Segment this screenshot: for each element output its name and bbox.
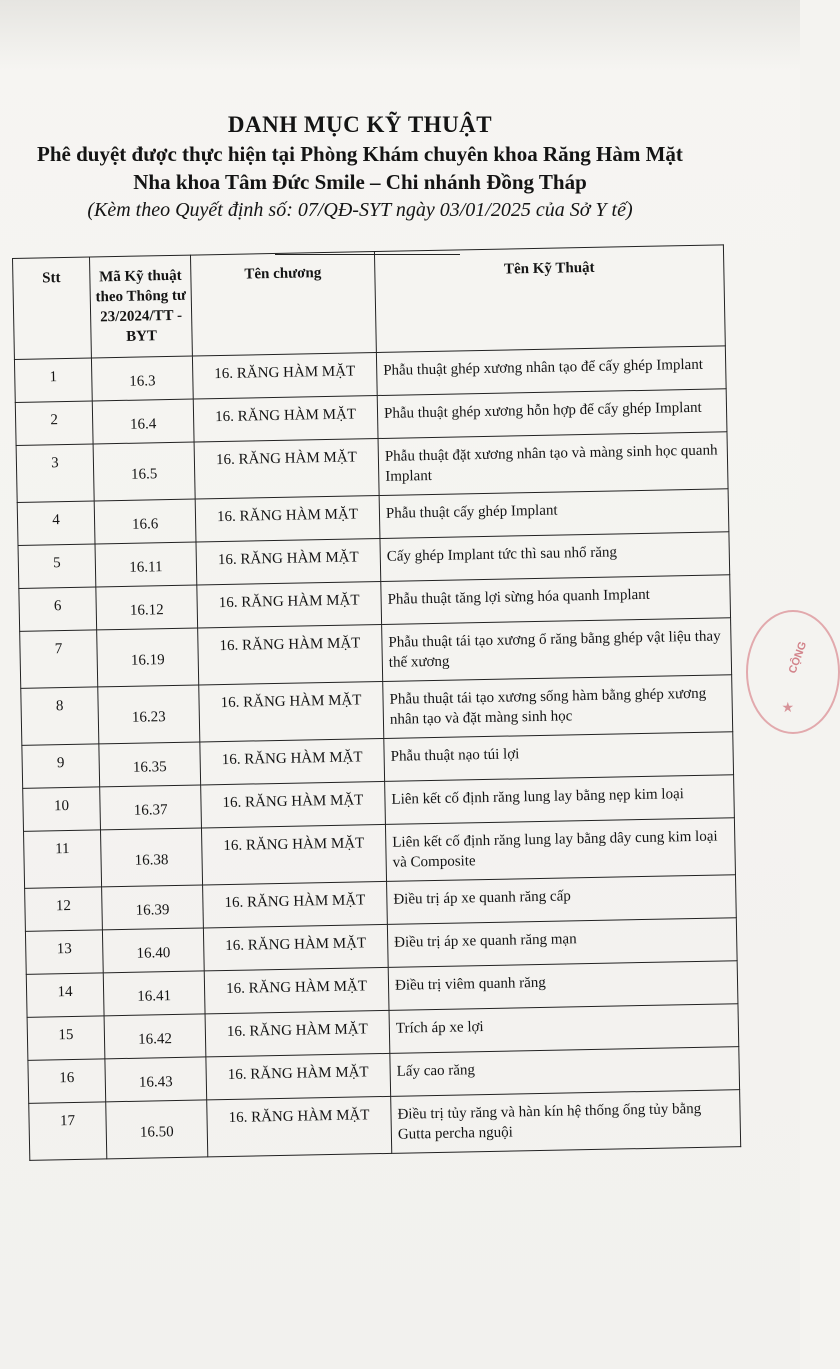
row-chapter: 16. RĂNG HÀM MẶT	[205, 1010, 390, 1057]
row-stt: 12	[25, 887, 103, 931]
row-technique-name: Phẫu thuật tái tạo xương ổ răng bằng ghép vật liệu thay thế xương	[382, 618, 732, 682]
row-code: 16.3	[91, 356, 193, 401]
row-chapter: 16. RĂNG HÀM MẶT	[195, 495, 380, 542]
row-stt: 3	[16, 444, 94, 502]
row-code: 16.37	[100, 785, 202, 830]
row-technique-name: Cấy ghép Implant tức thì sau nhổ răng	[380, 532, 730, 582]
row-stt: 8	[21, 687, 99, 745]
row-stt: 4	[17, 501, 95, 545]
approval-line: Phê duyệt được thực hiện tại Phòng Khám chuyên khoa Răng Hàm Mặt	[37, 142, 683, 166]
row-chapter: 16. RĂNG HÀM MẶT	[199, 681, 384, 742]
row-stt: 16	[28, 1059, 106, 1103]
stamp-text: CỘNG	[786, 640, 810, 676]
row-code: 16.43	[105, 1057, 207, 1102]
row-stt: 17	[29, 1102, 107, 1160]
row-code: 16.41	[103, 971, 205, 1016]
row-code: 16.12	[96, 585, 198, 630]
table-header-row	[13, 245, 726, 360]
row-stt: 7	[20, 630, 98, 688]
row-stt: 9	[22, 744, 100, 788]
row-technique-name: Liên kết cố định răng lung lay bằng nẹp kim loại	[385, 775, 735, 825]
row-stt: 10	[23, 787, 101, 831]
row-code: 16.42	[104, 1014, 206, 1059]
row-chapter: 16. RĂNG HÀM MẶT	[203, 881, 388, 928]
header-chapter: Tên chương	[190, 252, 376, 357]
row-technique-name: Phẫu thuật cấy ghép Implant	[379, 489, 729, 539]
row-code: 16.35	[99, 742, 201, 787]
row-code: 16.4	[92, 399, 194, 444]
row-chapter: 16. RĂNG HÀM MẶT	[200, 738, 385, 785]
header-stt: Stt	[13, 257, 92, 359]
header-technique-name: Tên Kỹ Thuật	[374, 245, 725, 353]
row-technique-name: Phẫu thuật đặt xương nhân tạo và màng sinh học quanh Implant	[378, 432, 728, 496]
row-chapter: 16. RĂNG HÀM MẶT	[194, 439, 379, 500]
row-technique-name: Điều trị tủy răng và hàn kín hệ thống ống tủy bằng Gutta percha nguội	[391, 1090, 741, 1154]
row-technique-name: Điều trị áp xe quanh răng cấp	[387, 875, 737, 925]
row-code: 16.50	[106, 1100, 208, 1159]
row-technique-name: Liên kết cố định răng lung lay bằng dây cung kim loại và Composite	[385, 818, 735, 882]
row-technique-name: Phẫu thuật ghép xương nhân tạo để cấy ghép Implant	[376, 346, 726, 396]
scan-shadow	[0, 0, 800, 70]
row-code: 16.39	[102, 885, 204, 930]
row-chapter: 16. RĂNG HÀM MẶT	[193, 396, 378, 443]
table-row	[29, 1090, 741, 1161]
row-chapter: 16. RĂNG HÀM MẶT	[201, 781, 386, 828]
row-stt: 11	[24, 830, 102, 888]
row-code: 16.19	[97, 628, 199, 687]
row-code: 16.38	[100, 828, 202, 887]
row-chapter: 16. RĂNG HÀM MẶT	[206, 1053, 391, 1100]
row-technique-name: Phẫu thuật nạo túi lợi	[384, 732, 734, 782]
row-technique-name: Trích áp xe lợi	[389, 1004, 739, 1054]
row-technique-name: Phẫu thuật tái tạo xương sống hàm bằng ghép xương nhân tạo và đặt màng sinh học	[383, 675, 733, 739]
row-chapter: 16. RĂNG HÀM MẶT	[198, 624, 383, 685]
row-code: 16.6	[94, 499, 196, 544]
row-technique-name: Phẫu thuật ghép xương hỗn hợp để cấy ghép Implant	[377, 389, 727, 439]
row-technique-name: Lấy cao răng	[390, 1047, 740, 1097]
technique-table	[12, 244, 741, 1161]
decision-reference: (Kèm theo Quyết định số: 07/QĐ-SYT ngày 03/01/2025 của Sở Y tế)	[87, 199, 633, 221]
row-chapter: 16. RĂNG HÀM MẶT	[203, 924, 388, 971]
row-code: 16.23	[98, 685, 200, 744]
row-technique-name: Phẫu thuật tăng lợi sừng hóa quanh Implant	[381, 575, 731, 625]
row-stt: 5	[18, 544, 96, 588]
row-chapter: 16. RĂNG HÀM MẶT	[201, 824, 386, 885]
row-code: 16.5	[93, 442, 195, 501]
row-chapter: 16. RĂNG HÀM MẶT	[197, 581, 382, 628]
row-chapter: 16. RĂNG HÀM MẶT	[207, 1096, 392, 1157]
row-chapter: 16. RĂNG HÀM MẶT	[204, 967, 389, 1014]
row-stt: 14	[26, 973, 104, 1017]
row-stt: 2	[15, 401, 93, 445]
row-technique-name: Điều trị viêm quanh răng	[388, 961, 738, 1011]
row-chapter: 16. RĂNG HÀM MẶT	[196, 538, 381, 585]
row-technique-name: Điều trị áp xe quanh răng mạn	[387, 918, 737, 968]
clinic-name: Nha khoa Tâm Đức Smile – Chi nhánh Đồng Tháp	[133, 170, 587, 194]
table-body	[14, 346, 740, 1161]
technique-table-wrapper	[12, 244, 741, 1161]
stamp-star-icon: ★	[781, 701, 794, 716]
header-code: Mã Kỹ thuật theo Thông tư 23/2024/TT -BYT	[89, 255, 192, 358]
document-header	[0, 110, 720, 224]
row-stt: 6	[19, 587, 97, 631]
row-stt: 1	[14, 358, 92, 402]
row-stt: 13	[25, 930, 103, 974]
row-code: 16.11	[95, 542, 197, 587]
document-title: DANH MỤC KỸ THUẬT	[227, 112, 493, 137]
row-code: 16.40	[102, 928, 204, 973]
row-chapter: 16. RĂNG HÀM MẶT	[192, 353, 377, 400]
row-stt: 15	[27, 1016, 105, 1060]
